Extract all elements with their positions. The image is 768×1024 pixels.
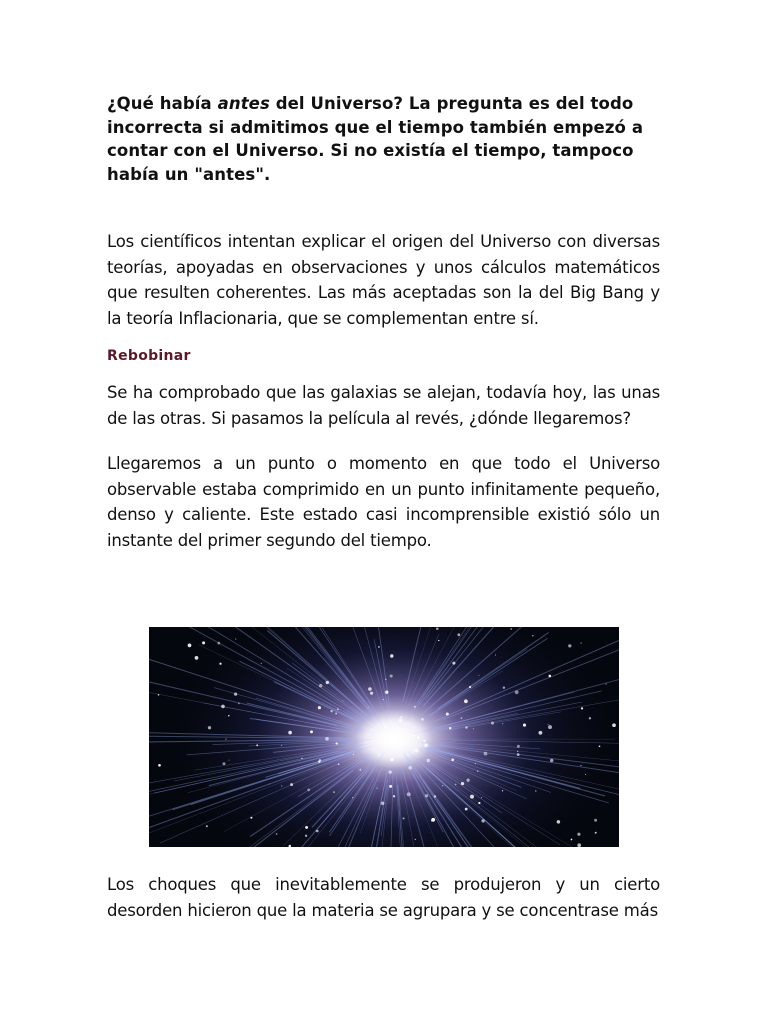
document-body xyxy=(107,92,660,920)
star xyxy=(535,790,536,791)
star xyxy=(457,633,460,636)
star xyxy=(219,663,221,665)
star xyxy=(461,782,464,785)
star xyxy=(336,742,338,744)
star xyxy=(225,738,226,739)
star xyxy=(206,825,208,827)
star xyxy=(288,731,292,735)
star xyxy=(403,817,405,819)
star xyxy=(532,635,533,636)
star xyxy=(589,717,591,719)
star xyxy=(234,692,237,695)
star xyxy=(333,791,335,793)
star xyxy=(269,784,270,785)
star xyxy=(484,752,488,756)
star xyxy=(538,731,542,735)
star xyxy=(370,692,373,695)
star xyxy=(368,707,369,708)
star xyxy=(223,762,226,765)
star xyxy=(307,789,310,792)
star xyxy=(389,770,392,773)
star xyxy=(515,690,519,694)
star xyxy=(477,771,478,772)
star xyxy=(446,712,449,715)
star xyxy=(310,730,313,733)
star xyxy=(281,745,282,746)
star xyxy=(465,726,468,729)
section-heading-rebobinar: Rebobinar xyxy=(107,348,191,364)
star xyxy=(368,687,372,691)
star xyxy=(478,802,480,804)
star xyxy=(238,703,240,705)
star xyxy=(612,723,616,727)
star xyxy=(449,727,451,729)
star xyxy=(256,744,258,746)
star xyxy=(195,656,199,660)
star xyxy=(250,817,252,819)
star xyxy=(455,784,457,786)
star xyxy=(337,708,339,710)
star xyxy=(390,674,393,677)
star xyxy=(475,763,476,764)
star xyxy=(580,765,581,766)
star xyxy=(385,679,386,680)
star xyxy=(599,745,601,747)
lead-text-2: del Universo? La pregunta es del todo incorrecta si admitimos que el tiempo también empezó a contar con el Universo. Si no existía el tiempo, tampoco había un "antes". xyxy=(107,94,644,184)
star xyxy=(319,684,322,687)
star xyxy=(461,717,463,719)
star xyxy=(571,839,573,841)
star xyxy=(436,627,439,630)
star xyxy=(452,662,455,665)
star xyxy=(407,792,411,796)
star xyxy=(316,830,319,833)
star xyxy=(495,655,496,656)
star xyxy=(305,835,307,837)
star xyxy=(235,639,236,640)
star xyxy=(469,686,471,688)
star xyxy=(359,769,361,771)
star xyxy=(305,826,308,829)
star xyxy=(425,794,428,797)
paragraph-collisions: Los choques que inevitablemente se produjeron y un cierto desorden hicieron que la materia se agrupara y se concentrase más xyxy=(107,875,660,920)
star xyxy=(595,832,597,834)
star xyxy=(465,808,468,811)
star xyxy=(202,641,205,644)
paragraph-theories: Los científicos intentan explicar el origen del Universo con diversas teorías, apoyadas en observaciones y unos cálculos matemáticos que resulten coherentes. Las más aceptadas son la del Big Bang y la teoría Inflacionaria, que se complementan entre sí. xyxy=(107,232,660,328)
star xyxy=(318,761,320,763)
star xyxy=(577,833,580,836)
star xyxy=(318,706,321,709)
star xyxy=(438,640,439,641)
star xyxy=(208,726,211,729)
star xyxy=(393,795,395,797)
star xyxy=(548,724,549,725)
paragraph-galaxies: Se ha comprobado que las galaxias se alejan, todavía hoy, las unas de las otras. Si pasamos la película al revés, ¿dónde llegaremos? xyxy=(107,383,660,428)
star xyxy=(376,788,377,789)
star xyxy=(261,663,262,664)
star xyxy=(228,715,229,716)
star xyxy=(549,675,552,678)
star xyxy=(281,785,282,786)
star xyxy=(385,691,388,694)
paragraph-singularity: Llegaremos a un punto o momento en que todo el Universo observable estaba comprimido en un punto infinitamente pequeño, denso y caliente. Este estado casi incomprensible existió sólo un instante del primer segundo del tiempo. xyxy=(107,454,660,550)
big-bang-image xyxy=(149,627,619,847)
star xyxy=(451,758,454,761)
star xyxy=(390,654,393,657)
star xyxy=(568,644,571,647)
star xyxy=(502,790,503,791)
star xyxy=(217,642,220,645)
star xyxy=(188,644,192,648)
star xyxy=(523,724,526,727)
star xyxy=(221,705,225,709)
star xyxy=(585,774,586,775)
star xyxy=(158,764,161,767)
star xyxy=(378,646,380,648)
star xyxy=(581,707,583,709)
lead-question xyxy=(107,92,660,186)
star xyxy=(606,684,607,685)
star xyxy=(470,795,474,799)
star xyxy=(158,694,160,696)
star xyxy=(325,737,329,741)
star xyxy=(557,820,560,823)
star xyxy=(381,801,385,805)
star xyxy=(517,751,518,752)
star xyxy=(414,706,416,708)
star xyxy=(464,699,468,703)
star xyxy=(594,819,597,822)
star xyxy=(228,760,229,761)
star xyxy=(502,723,503,724)
star xyxy=(343,700,344,701)
star xyxy=(434,795,436,797)
lead-emphasis: antes xyxy=(217,94,270,113)
star xyxy=(466,779,469,782)
star xyxy=(427,759,430,762)
star xyxy=(431,818,435,822)
star xyxy=(517,745,520,748)
star xyxy=(517,753,520,756)
starburst-illustration xyxy=(149,627,619,847)
star xyxy=(503,686,505,688)
star xyxy=(548,725,552,729)
star xyxy=(550,759,553,762)
star xyxy=(473,728,474,729)
star xyxy=(276,833,278,835)
star xyxy=(481,819,484,822)
star xyxy=(415,839,416,840)
star xyxy=(389,785,392,788)
star xyxy=(330,710,332,712)
star xyxy=(442,785,443,786)
star xyxy=(481,797,482,798)
star xyxy=(338,763,340,765)
star xyxy=(301,758,303,760)
star xyxy=(335,713,337,715)
star xyxy=(491,722,494,725)
star xyxy=(290,783,293,786)
lead-text-1: ¿Qué había xyxy=(107,94,218,113)
star xyxy=(383,699,384,700)
star xyxy=(352,797,353,798)
star xyxy=(353,754,354,755)
star xyxy=(478,675,479,676)
star xyxy=(326,681,329,684)
star xyxy=(510,628,512,630)
star xyxy=(580,642,581,643)
